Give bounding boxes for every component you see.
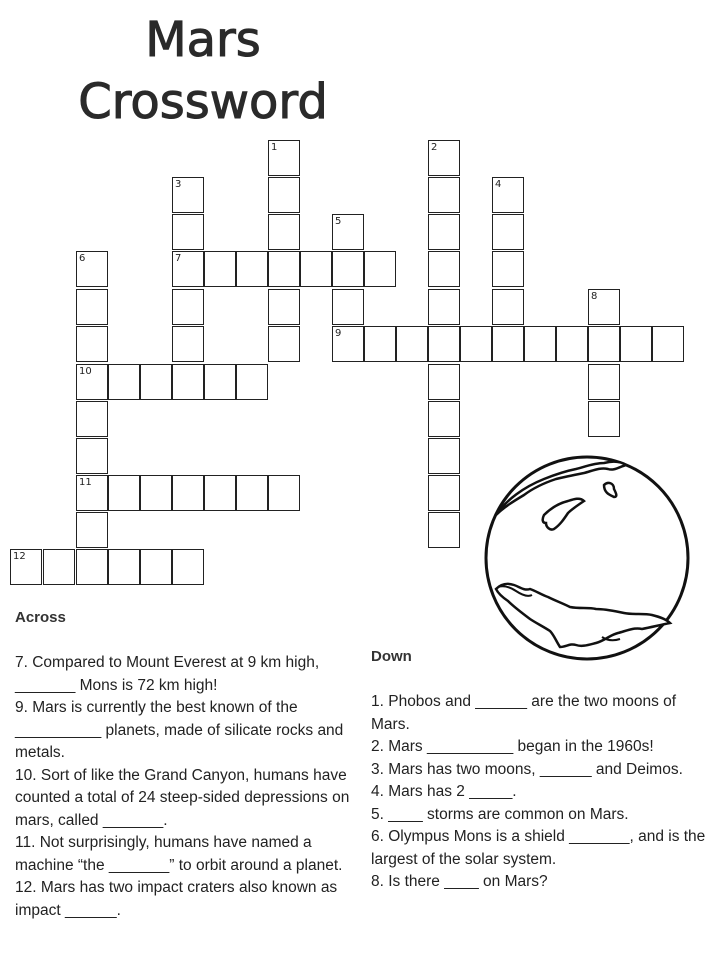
grid-cell[interactable] (76, 401, 108, 437)
grid-cell[interactable] (140, 475, 172, 511)
across-heading: Across (15, 609, 66, 626)
title-line-1: Mars (145, 12, 261, 68)
clue-number: 7 (175, 253, 182, 264)
grid-cell[interactable] (172, 475, 204, 511)
grid-cell[interactable] (204, 475, 236, 511)
grid-cell[interactable] (43, 549, 75, 585)
grid-cell[interactable] (588, 289, 620, 325)
down-clue: 3. Mars has two moons, ______ and Deimos. (371, 760, 683, 778)
mars-planet-illustration (484, 455, 690, 661)
clue-number: 8 (591, 291, 598, 302)
grid-cell[interactable] (556, 326, 588, 362)
down-clue: 8. Is there ____ on Mars? (371, 873, 548, 890)
grid-cell[interactable] (492, 289, 524, 325)
grid-cell[interactable] (428, 438, 460, 474)
grid-cell[interactable] (236, 475, 268, 511)
grid-cell[interactable] (172, 549, 204, 585)
grid-cell[interactable] (428, 177, 460, 213)
down-heading: Down (371, 648, 412, 665)
grid-cell[interactable] (108, 549, 140, 585)
grid-cell[interactable] (364, 251, 396, 287)
clue-number: 1 (271, 142, 278, 153)
across-clue: 12. Mars has two impact craters also known as impact ______. (15, 879, 338, 919)
grid-cell[interactable] (76, 512, 108, 548)
grid-cell[interactable] (76, 438, 108, 474)
grid-cell[interactable] (76, 326, 108, 362)
grid-cell[interactable] (492, 177, 524, 213)
grid-cell[interactable] (428, 289, 460, 325)
clue-number: 10 (79, 366, 92, 377)
grid-cell[interactable] (268, 214, 300, 250)
clue-number: 2 (431, 142, 438, 153)
grid-cell[interactable] (428, 401, 460, 437)
grid-cell[interactable] (300, 251, 332, 287)
grid-cell[interactable] (524, 326, 556, 362)
grid-cell[interactable] (268, 140, 300, 176)
down-clue-list (371, 691, 716, 894)
grid-cell[interactable] (268, 475, 300, 511)
grid-cell[interactable] (268, 177, 300, 213)
grid-cell[interactable] (652, 326, 684, 362)
grid-cell[interactable] (588, 364, 620, 400)
grid-cell[interactable] (76, 251, 108, 287)
grid-cell[interactable] (108, 475, 140, 511)
grid-cell[interactable] (236, 364, 268, 400)
grid-cell[interactable] (396, 326, 428, 362)
grid-cell[interactable] (172, 251, 204, 287)
grid-cell[interactable] (172, 364, 204, 400)
grid-cell[interactable] (428, 326, 460, 362)
grid-cell[interactable] (428, 512, 460, 548)
grid-cell[interactable] (268, 326, 300, 362)
grid-cell[interactable] (268, 251, 300, 287)
grid-cell[interactable] (204, 251, 236, 287)
grid-cell[interactable] (236, 251, 268, 287)
clue-number: 4 (495, 179, 502, 190)
across-clue: 9. Mars is currently the best known of the __________ planets, made of silicate rocks and metals. (15, 699, 344, 761)
grid-cell[interactable] (620, 326, 652, 362)
clue-number: 3 (175, 179, 182, 190)
grid-cell[interactable] (204, 364, 236, 400)
grid-cell[interactable] (172, 326, 204, 362)
grid-cell[interactable] (588, 326, 620, 362)
grid-cell[interactable] (76, 364, 108, 400)
clue-number: 12 (13, 551, 26, 562)
grid-cell[interactable] (172, 177, 204, 213)
grid-cell[interactable] (172, 214, 204, 250)
grid-cell[interactable] (492, 251, 524, 287)
grid-cell[interactable] (76, 549, 108, 585)
grid-cell[interactable] (332, 251, 364, 287)
clue-number: 5 (335, 216, 342, 227)
across-clue: 11. Not surprisingly, humans have named a machine “the _______” to orbit around a planet. (15, 834, 343, 874)
clue-number: 9 (335, 328, 342, 339)
grid-cell[interactable] (76, 475, 108, 511)
grid-cell[interactable] (172, 289, 204, 325)
grid-cell[interactable] (332, 289, 364, 325)
grid-cell[interactable] (428, 251, 460, 287)
down-clue: 5. ____ storms are common on Mars. (371, 805, 629, 823)
grid-cell[interactable] (108, 364, 140, 400)
grid-cell[interactable] (140, 364, 172, 400)
grid-cell[interactable] (332, 326, 364, 362)
down-clue: 6. Olympus Mons is a shield _______, and is the largest of the solar system. (371, 828, 706, 868)
grid-cell[interactable] (332, 214, 364, 250)
grid-cell[interactable] (140, 549, 172, 585)
grid-cell[interactable] (428, 140, 460, 176)
grid-cell[interactable] (10, 549, 42, 585)
down-clue: 4. Mars has 2 _____. (371, 783, 517, 800)
grid-cell[interactable] (268, 289, 300, 325)
grid-cell[interactable] (460, 326, 492, 362)
grid-cell[interactable] (364, 326, 396, 362)
across-clue-list (15, 652, 360, 922)
clue-number: 6 (79, 253, 86, 264)
grid-cell[interactable] (428, 214, 460, 250)
across-clue: 10. Sort of like the Grand Canyon, humans have counted a total of 24 steep-sided depressions on mars, called _______. (15, 766, 350, 829)
clue-number: 11 (79, 477, 92, 488)
grid-cell[interactable] (492, 326, 524, 362)
down-clue: 1. Phobos and ______ are the two moons of Mars. (371, 693, 677, 733)
grid-cell[interactable] (76, 289, 108, 325)
grid-cell[interactable] (428, 475, 460, 511)
grid-cell[interactable] (492, 214, 524, 250)
grid-cell[interactable] (588, 401, 620, 437)
grid-cell[interactable] (428, 364, 460, 400)
title-line-2: Crossword (78, 74, 328, 130)
down-clue: 2. Mars __________ began in the 1960s! (371, 738, 654, 755)
across-clue: 7. Compared to Mount Everest at 9 km high, _______ Mons is 72 km high! (15, 654, 320, 694)
